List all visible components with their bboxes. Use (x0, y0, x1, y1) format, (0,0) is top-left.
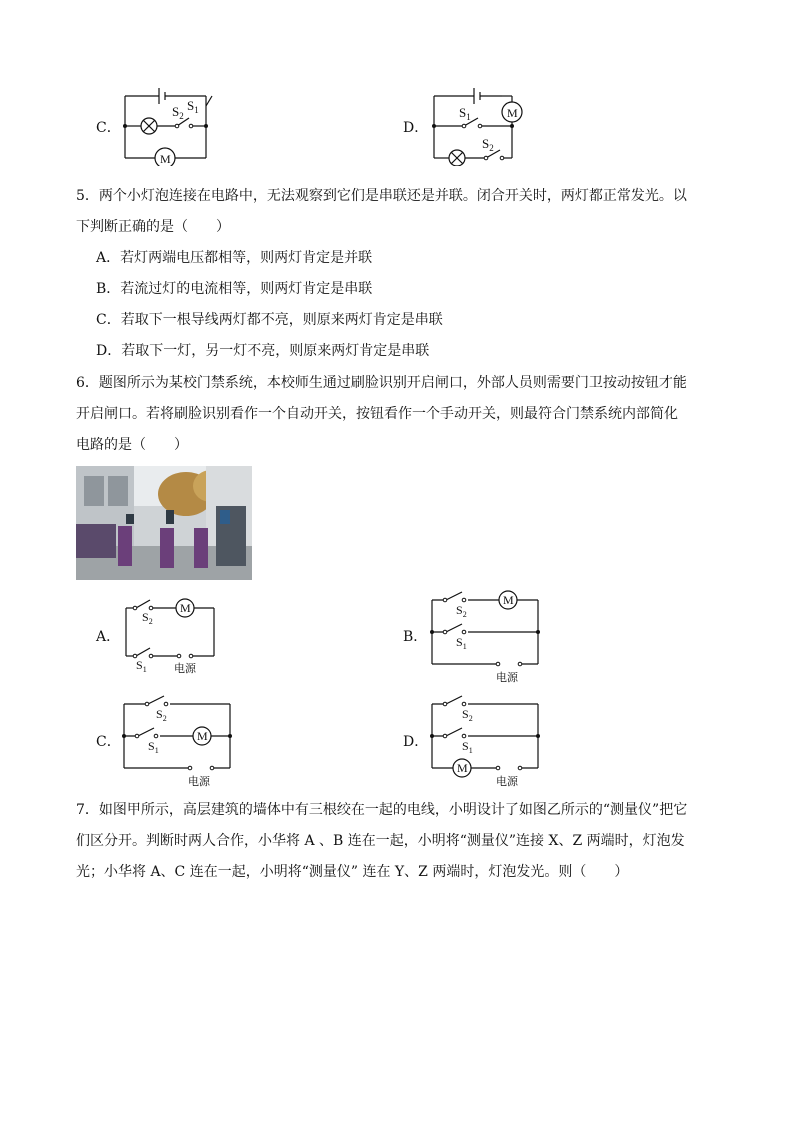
svg-text:S1: $S_1$ (136, 658, 147, 674)
motor-icon: M (180, 601, 191, 615)
svg-text:S1: $S_1$ (456, 635, 467, 651)
q4-option-d-label: D． (403, 120, 429, 136)
q4c-s2: S (172, 104, 180, 119)
q4-option-c-circuit (115, 84, 225, 166)
q6-stem-line1: 6．题图所示为某校门禁系统，本校师生通过刷脸识别开启闸口，外部人员则需要门卫按动按钮才能 (76, 375, 687, 391)
svg-text:S2: $S_2$ (482, 136, 494, 153)
motor-icon: M (457, 761, 468, 775)
motor-icon: M (503, 593, 514, 607)
svg-text:S2: $S_2$ (462, 707, 473, 723)
power-source-label: 电源 (174, 663, 196, 675)
svg-text:S2: $S_2$ (156, 707, 167, 723)
q5-option-a: A．若灯两端电压都相等，则两灯肯定是并联 (96, 250, 373, 266)
svg-text:S2: $S_2$ (172, 104, 184, 121)
svg-text:S1: $S_1$ (462, 739, 473, 755)
q5-option-d: D．若取下一灯，另一灯不亮，则原来两灯肯定是串联 (96, 343, 430, 359)
svg-text:S2: $S_2$ (456, 603, 467, 619)
svg-text:S2: $S_2$ (142, 610, 153, 626)
gate-photo (76, 466, 252, 580)
q7-stem-line2: 们区分开。判断时两人合作，小华将 A 、B 连在一起，小明将“测量仪”连接 X、Z 两端时，灯泡发 (76, 833, 685, 849)
svg-text:S1: $S_1$ (148, 739, 159, 755)
power-source-label: 电源 (496, 776, 518, 788)
q4-option-d-circuit (424, 84, 534, 166)
q5-option-b: B．若流过灯的电流相等，则两灯肯定是串联 (96, 281, 373, 297)
q6-option-d-circuit (424, 692, 548, 790)
q6-stem-line3: 电路的是（ ） (76, 437, 188, 453)
q6-option-b-circuit (424, 588, 548, 686)
power-source-label: 电源 (496, 672, 518, 684)
q5-stem-line1: 5．两个小灯泡连接在电路中，无法观察到它们是串联还是并联。闭合开关时，两灯都正常发光。以 (76, 188, 687, 204)
motor-icon: M (160, 152, 171, 166)
q6-option-c-circuit (116, 692, 240, 790)
q6-option-a-label: A． (96, 629, 121, 645)
q7-stem-line1: 7．如图甲所示，高层建筑的墙体中有三根绞在一起的电线，小明设计了如图乙所示的“测量仪”把它 (76, 802, 688, 818)
q6-option-d-label: D． (403, 734, 429, 750)
q4c-s1: S (187, 98, 195, 113)
q7-stem-line3: 光；小华将 A、C 连在一起，小明将“测量仪” 连在 Y、Z 两端时，灯泡发光。则（ ） (76, 864, 629, 880)
motor-icon: M (507, 106, 518, 120)
svg-text:S1: $S_1$ (187, 98, 199, 115)
q5-stem-line2: 下判断正确的是（ ） (76, 219, 230, 235)
motor-icon: M (197, 729, 208, 743)
q4-option-c-label: C． (96, 120, 121, 136)
q5-option-c: C．若取下一根导线两灯都不亮，则原来两灯肯定是串联 (96, 312, 443, 328)
power-source-label: 电源 (188, 776, 210, 788)
q6-option-c-label: C． (96, 734, 121, 750)
q6-stem-line2: 开启闸口。若将刷脸识别看作一个自动开关，按钮看作一个手动开关，则最符合门禁系统内部简化 (76, 406, 678, 422)
q6-option-a-circuit (118, 596, 228, 678)
svg-text:S1: $S_1$ (459, 105, 471, 122)
q6-option-b-label: B． (403, 629, 428, 645)
